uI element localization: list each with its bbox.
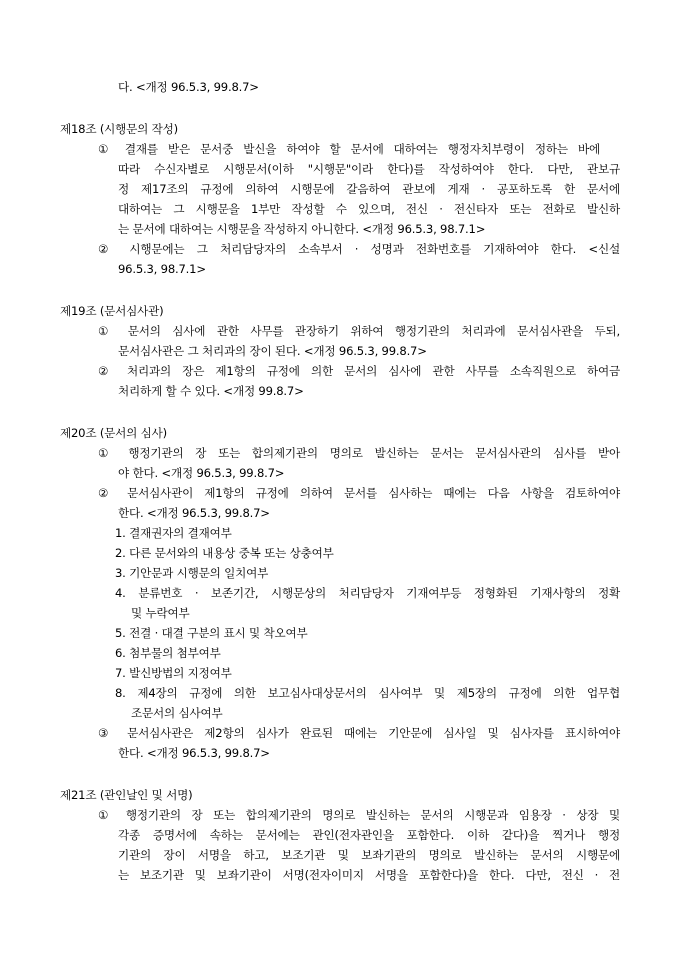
list-item-continuation: 조문서의 심사여부 <box>131 706 223 720</box>
article-heading: 제20조 (문서의 심사) <box>60 426 167 440</box>
list-item-continuation: 및 누락여부 <box>131 606 190 620</box>
list-item: 8. 제4장의 규정에 의한 보고심사대상문서의 심사여부 및 제5장의 규정에 의한 업무협 <box>115 686 620 700</box>
list-item: 5. 전결 · 대결 구분의 표시 및 착오여부 <box>115 626 308 640</box>
text-line: ② 문서심사관이 제1항의 규정에 의하여 문서를 심사하는 때에는 다음 사항을 검토하여야 <box>98 486 620 500</box>
text-line: 따라 수신자별로 시행문서(이하 "시행문"이라 한다)를 작성하여야 한다. 다만, 관보규 <box>118 162 620 176</box>
article-heading: 제18조 (시행문의 작성) <box>60 122 178 136</box>
text-line: ① 문서의 심사에 관한 사무를 관장하기 위하여 행정기관의 처리과에 문서심사관을 두되, <box>98 324 620 338</box>
text-line: 96.5.3, 98.7.1> <box>118 262 206 276</box>
article-heading: 제21조 (관인날인 및 서명) <box>60 788 193 802</box>
article-heading: 제19조 (문서심사관) <box>60 304 164 318</box>
list-item: 2. 다른 문서와의 내용상 중복 또는 상충여부 <box>115 546 334 560</box>
text-line: 처리하게 할 수 있다. <개정 99.8.7> <box>118 384 304 398</box>
text-line: ① 결재를 받은 문서중 발신을 하여야 할 문서에 대하여는 행정자치부령이 정하는 바에 <box>98 142 600 156</box>
text-line: 한다. <개정 96.5.3, 99.8.7> <box>118 506 270 520</box>
list-item: 3. 기안문과 시행문의 일치여부 <box>115 566 269 580</box>
text-line: 한다. <개정 96.5.3, 99.8.7> <box>118 746 270 760</box>
text-line: 는 보조기관 및 보좌기관이 서명(전자이미지 서명을 포함한다)을 한다. 다만, 전신 · 전 <box>118 868 620 882</box>
text-line: 야 한다. <개정 96.5.3, 99.8.7> <box>118 466 285 480</box>
text-line: ② 처리과의 장은 제1항의 규정에 의한 문서의 심사에 관한 사무를 소속직원으로 하여금 <box>98 364 620 378</box>
list-item: 6. 첨부물의 첨부여부 <box>115 646 221 660</box>
text-line: ① 행정기관의 장 또는 합의제기관의 명의로 발신하는 문서의 시행문과 임용장 · 상장 및 <box>98 808 620 822</box>
text-line: 다. <개정 96.5.3, 99.8.7> <box>118 80 259 94</box>
text-line: ① 행정기관의 장 또는 합의제기관의 명의로 발신하는 문서는 문서심사관의 심사를 받아 <box>98 446 620 460</box>
text-line: 는 문서에 대하여는 시행문을 작성하지 아니한다. <개정 96.5.3, 98.7.1> <box>118 222 486 236</box>
text-line: 정 제17조의 규정에 의하여 시행문에 갈음하여 관보에 게재 · 공포하도록 한 문서에 <box>118 182 620 196</box>
text-line: 기관의 장이 서명을 하고, 보조기관 및 보좌기관의 명의로 발신하는 문서의 시행문에 <box>118 848 620 862</box>
text-line: 대하여는 그 시행문을 1부만 작성할 수 있으며, 전신 · 전신타자 또는 전화로 발신하 <box>118 202 620 216</box>
list-item: 1. 결재권자의 결재여부 <box>115 526 232 540</box>
text-line: 문서심사관은 그 처리과의 장이 된다. <개정 96.5.3, 99.8.7> <box>118 344 427 358</box>
list-item: 4. 분류번호 · 보존기간, 시행문상의 처리담당자 기재여부등 정형화된 기재사항의 정확 <box>115 586 620 600</box>
text-line: ③ 문서심사관은 제2항의 심사가 완료된 때에는 기안문에 심사일 및 심사자를 표시하여야 <box>98 726 620 740</box>
list-item: 7. 발신방법의 지정여부 <box>115 666 232 680</box>
text-line: ② 시행문에는 그 처리담당자의 소속부서 · 성명과 전화번호를 기재하여야 한다. <신설 <box>98 242 620 256</box>
text-line: 각종 증명서에 속하는 문서에는 관인(전자관인을 포함한다. 이하 같다)을 찍거나 행정 <box>118 828 620 842</box>
